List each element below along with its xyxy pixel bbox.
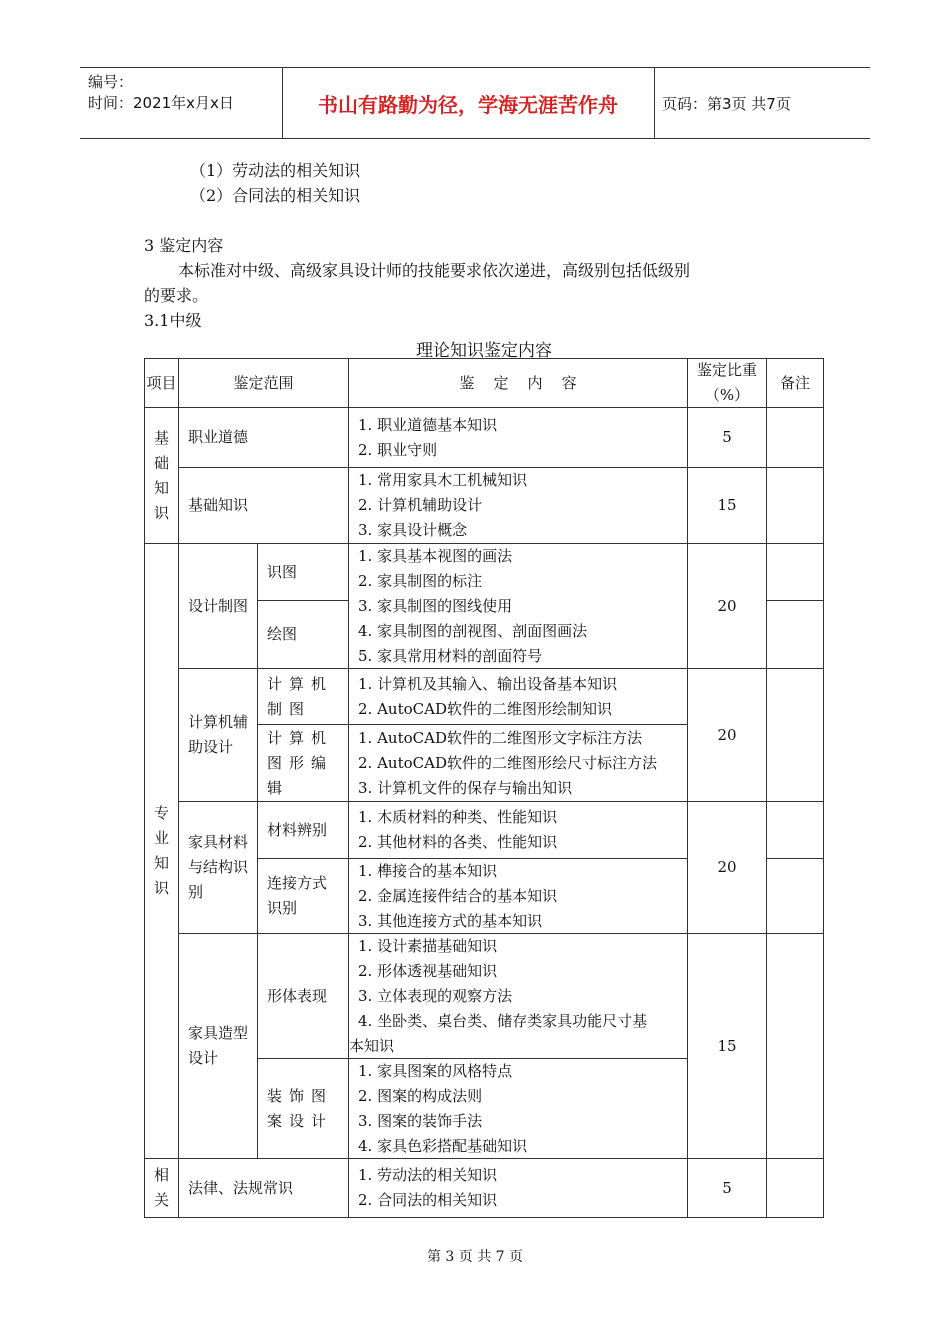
remark-cell xyxy=(766,933,824,1159)
scope-modeling: 家具造型设计 xyxy=(178,933,258,1159)
project-char: 专 xyxy=(153,804,169,822)
subscope-cad-editing: 计算机图形编辑 xyxy=(257,724,349,802)
content-basic-knowledge xyxy=(348,467,688,544)
subsection-title: 3.1中级 xyxy=(144,311,202,330)
subscope-reading: 识图 xyxy=(257,543,349,601)
weight-ethics: 5 xyxy=(687,407,767,468)
header-motto: 书山有路勤为径，学海无涯苦作舟 xyxy=(318,92,618,117)
scope-ethics: 职业道德 xyxy=(178,407,349,468)
content-item: 2. AutoCAD软件的二维图形绘尺寸标注方法 xyxy=(358,753,657,772)
content-item: 2. 其他材料的各类、性能知识 xyxy=(358,833,558,851)
content-item: 2. AutoCAD软件的二维图形绘制知识 xyxy=(358,699,612,718)
content-item: 1. 常用家具木工机械知识 xyxy=(358,471,528,489)
content-item: 2. 职业守则 xyxy=(358,440,438,459)
subscope-cad-drawing: 计算机制图 xyxy=(257,668,349,725)
project-char: 知 xyxy=(153,478,169,497)
scope-law: 法律、法规常识 xyxy=(178,1158,349,1218)
project-char: 相 xyxy=(153,1166,169,1184)
content-item: 2. 家具制图的标注 xyxy=(358,571,483,590)
content-ethics xyxy=(348,407,688,468)
weight-basic-knowledge: 15 xyxy=(687,467,767,544)
content-item: 1. AutoCAD软件的二维图形文字标注方法 xyxy=(358,728,642,747)
header-content: 鉴 定 内 容 xyxy=(348,358,688,408)
page-header xyxy=(80,67,870,139)
content-material-id xyxy=(348,801,688,859)
header-scope: 鉴定范围 xyxy=(178,358,349,408)
content-item: 1. 职业道德基本知识 xyxy=(358,415,498,434)
header-remark: 备注 xyxy=(766,358,824,408)
content-item: 1. 设计素描基础知识 xyxy=(358,936,498,955)
header-project: 项目 xyxy=(144,358,179,408)
page-footer: 第 3 页 共 7 页 xyxy=(426,1249,524,1265)
page-indicator: 页码：第3页 共7页 xyxy=(662,94,791,113)
project-professional xyxy=(144,543,179,1159)
content-item: 2. 合同法的相关知识 xyxy=(358,1191,498,1209)
header-weight-line1: 鉴定比重 xyxy=(696,361,757,379)
content-item: 4. 家具制图的剖视图、剖面图画法 xyxy=(358,621,588,640)
remark-cell xyxy=(766,600,824,669)
remark-cell xyxy=(766,858,824,934)
content-item: 1. 家具基本视图的画法 xyxy=(358,546,513,565)
content-form-expression xyxy=(348,933,688,1059)
content-item: 4. 坐卧类、桌台类、储存类家具功能尺寸基 xyxy=(358,1011,648,1030)
header-weight xyxy=(687,358,767,408)
content-joint-id xyxy=(348,858,688,934)
scope-basic-knowledge: 基础知识 xyxy=(178,467,349,544)
project-basic xyxy=(144,407,179,544)
content-item: 2. 形体透视基础知识 xyxy=(358,961,498,980)
content-cad-drawing xyxy=(348,668,688,725)
project-related xyxy=(144,1158,179,1218)
content-item: 4. 家具色彩搭配基础知识 xyxy=(358,1136,528,1155)
content-item: 2. 计算机辅助设计 xyxy=(358,496,483,514)
subscope-joint-id: 连接方式识别 xyxy=(257,858,349,934)
content-item: 1. 木质材料的种类、性能知识 xyxy=(358,808,558,826)
remark-cell xyxy=(766,801,824,859)
content-design-drawing xyxy=(348,543,688,669)
subscope-decor-design: 装饰图案设计 xyxy=(257,1058,349,1159)
weight-cad: 20 xyxy=(687,668,767,802)
remark-cell xyxy=(766,407,824,468)
content-item: 2. 图案的构成法则 xyxy=(358,1086,483,1105)
time-label: 时间：2021年x月x日 xyxy=(88,94,234,112)
subscope-material-id: 材料辨别 xyxy=(257,801,349,859)
content-item: 1. 家具图案的风格特点 xyxy=(358,1061,513,1080)
content-item: 3. 图案的装饰手法 xyxy=(358,1111,483,1130)
remark-cell xyxy=(766,668,824,802)
remark-cell xyxy=(766,467,824,544)
scope-cad: 计算机辅助设计 xyxy=(178,668,258,802)
weight-law: 5 xyxy=(687,1158,767,1218)
scope-materials: 家具材料与结构识别 xyxy=(178,801,258,934)
content-decor-design xyxy=(348,1058,688,1159)
content-item: 3. 家具制图的图线使用 xyxy=(358,596,513,615)
intro-item-2: （2）合同法的相关知识 xyxy=(190,186,361,205)
content-item: 5. 家具常用材料的剖面符号 xyxy=(358,646,543,665)
header-divider xyxy=(654,68,655,138)
project-char: 知 xyxy=(153,854,169,872)
project-char: 关 xyxy=(153,1191,169,1209)
table-caption: 理论知识鉴定内容 xyxy=(416,341,552,361)
content-item: 3. 家具设计概念 xyxy=(358,521,468,539)
project-char: 础 xyxy=(153,453,169,472)
project-char: 识 xyxy=(153,503,169,522)
content-item: 3. 计算机文件的保存与输出知识 xyxy=(358,778,573,797)
section-title: 3 鉴定内容 xyxy=(144,236,224,255)
header-weight-line2: （%） xyxy=(704,386,750,404)
header-meta xyxy=(88,72,234,114)
scope-design-drawing: 设计制图 xyxy=(178,543,258,669)
content-law xyxy=(348,1158,688,1218)
content-item: 1. 榫接合的基本知识 xyxy=(358,861,498,880)
project-char: 业 xyxy=(153,829,169,847)
weight-modeling: 15 xyxy=(687,933,767,1159)
remark-cell xyxy=(766,1158,824,1218)
weight-materials: 20 xyxy=(687,801,767,934)
content-item: 2. 金属连接件结合的基本知识 xyxy=(358,886,558,905)
project-char: 识 xyxy=(153,879,169,897)
number-label: 编号： xyxy=(88,73,134,91)
content-item: 3. 立体表现的观察方法 xyxy=(358,986,513,1005)
paragraph-line-2: 的要求。 xyxy=(144,286,209,305)
subscope-drawing: 绘图 xyxy=(257,600,349,669)
subscope-form-expression: 形体表现 xyxy=(257,933,349,1059)
remark-cell xyxy=(766,543,824,601)
content-item: 本知识 xyxy=(349,1036,395,1055)
content-cad-editing xyxy=(348,724,688,802)
paragraph-line-1: 本标准对中级、高级家具设计师的技能要求依次递进，高级别包括低级别 xyxy=(178,261,691,280)
content-item: 1. 劳动法的相关知识 xyxy=(358,1166,498,1184)
weight-design-drawing: 20 xyxy=(687,543,767,669)
content-item: 3. 其他连接方式的基本知识 xyxy=(358,911,543,930)
intro-item-1: （1）劳动法的相关知识 xyxy=(190,161,361,180)
project-char: 基 xyxy=(153,428,169,447)
content-item: 1. 计算机及其输入、输出设备基本知识 xyxy=(358,674,618,693)
